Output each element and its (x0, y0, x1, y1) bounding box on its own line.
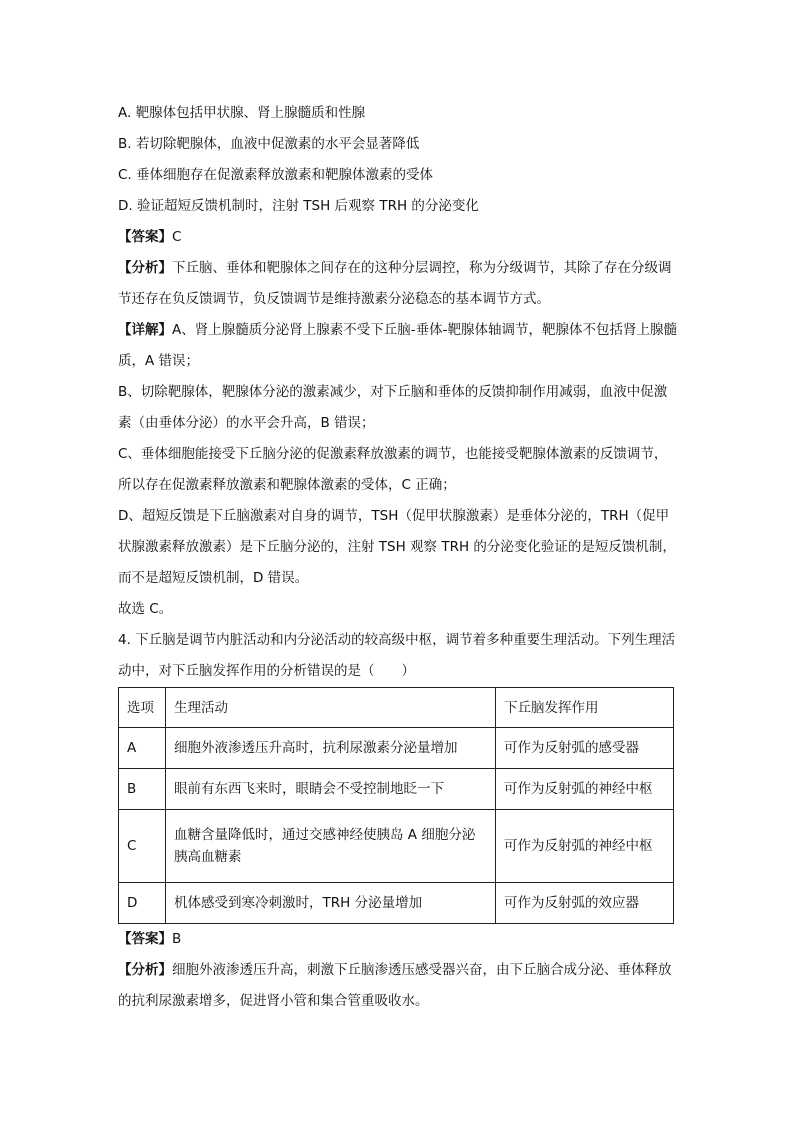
table-row (119, 810, 674, 883)
table-header-row (119, 688, 674, 728)
analysis-text: 下丘脑、垂体和靶腺体之间存在的这种分层调控，称为分级调节，其除了存在分级调节还存在负反馈调节，负反馈调节是维持激素分泌稳态的基本调节方式。 (118, 260, 672, 307)
option-d: D. 验证超短反馈机制时，注射 TSH 后观察 TRH 的分泌变化 (118, 198, 479, 214)
table-header-cell: 选项 (119, 688, 166, 728)
q3-detail-c: C、垂体细胞能接受下丘脑分泌的促激素释放激素的调节，也能接受靶腺体激素的反馈调节，所以存在促激素释放激素和靶腺体激素的受体，C 正确； (118, 446, 668, 493)
table-row (119, 769, 674, 810)
analysis-text: 细胞外液渗透压升高，刺激下丘脑渗透压感受器兴奋，由下丘脑合成分泌、垂体释放的抗利尿激素增多，促进肾小管和集合管重吸收水。 (118, 962, 672, 1009)
table-cell: 可作为反射弧的神经中枢 (496, 810, 674, 883)
q3-analysis (118, 253, 678, 315)
q3-detail-b: B、切除靶腺体，靶腺体分泌的激素减少，对下丘脑和垂体的反馈抑制作用减弱，血液中促激素（由垂体分泌）的水平会升高，B 错误； (118, 384, 668, 431)
table-cell: 可作为反射弧的感受器 (496, 728, 674, 769)
table-header-cell: 下丘脑发挥作用 (496, 688, 674, 728)
table-cell: 细胞外液渗透压升高时，抗利尿激素分泌量增加 (166, 728, 496, 769)
analysis-tag: 【分析】 (118, 962, 172, 978)
analysis-tag: 【分析】 (118, 260, 172, 276)
answer-tag: 【答案】 (118, 931, 172, 947)
table-cell: D (119, 883, 166, 924)
q3-detail-a (118, 315, 678, 377)
table-header-cell: 生理活动 (166, 688, 496, 728)
detail-tag: 【详解】 (118, 322, 172, 338)
table-cell: 血糖含量降低时，通过交感神经使胰岛 A 细胞分泌胰高血糖素 (166, 810, 496, 883)
table-cell: 可作为反射弧的神经中枢 (496, 769, 674, 810)
table-cell: 机体感受到寒冷刺激时，TRH 分泌量增加 (166, 883, 496, 924)
q4-answer (118, 924, 678, 955)
table-cell: B (119, 769, 166, 810)
option-c: C. 垂体细胞存在促激素释放激素和靶腺体激素的受体 (118, 167, 434, 183)
table-cell: 眼前有东西飞来时，眼睛会不受控制地眨一下 (166, 769, 496, 810)
q4-stem: 4. 下丘脑是调节内脏活动和内分泌活动的较高级中枢，调节着多种重要生理活动。下列生理活动中，对下丘脑发挥作用的分析错误的是（ ） (118, 632, 676, 679)
table-cell: 可作为反射弧的效应器 (496, 883, 674, 924)
table-row (119, 728, 674, 769)
q4-table (118, 687, 674, 924)
q3-detail-d: D、超短反馈是下丘脑激素对自身的调节，TSH（促甲状腺激素）是垂体分泌的，TRH（促甲状腺激素释放激素）是下丘脑分泌的，注射 TSH 观察 TRH 的分泌变化验证的是短反馈机制，而不是超短反馈机制，D 错误。 (118, 508, 676, 586)
document-page (118, 98, 678, 1017)
option-a: A. 靶腺体包括甲状腺、肾上腺髓质和性腺 (118, 105, 366, 121)
q4-analysis (118, 955, 678, 1017)
answer-value: C (172, 229, 182, 245)
option-b: B. 若切除靶腺体，血液中促激素的水平会显著降低 (118, 136, 420, 152)
table-cell: C (119, 810, 166, 883)
q3-answer (118, 222, 678, 253)
table-row (119, 883, 674, 924)
q3-conclusion: 故选 C。 (118, 601, 173, 617)
detail-a-text: A、肾上腺髓质分泌肾上腺素不受下丘脑-垂体-靶腺体轴调节，靶腺体不包括肾上腺髓质，A 错误； (118, 322, 677, 369)
answer-value: B (172, 931, 182, 947)
table-cell: A (119, 728, 166, 769)
answer-tag: 【答案】 (118, 229, 172, 245)
